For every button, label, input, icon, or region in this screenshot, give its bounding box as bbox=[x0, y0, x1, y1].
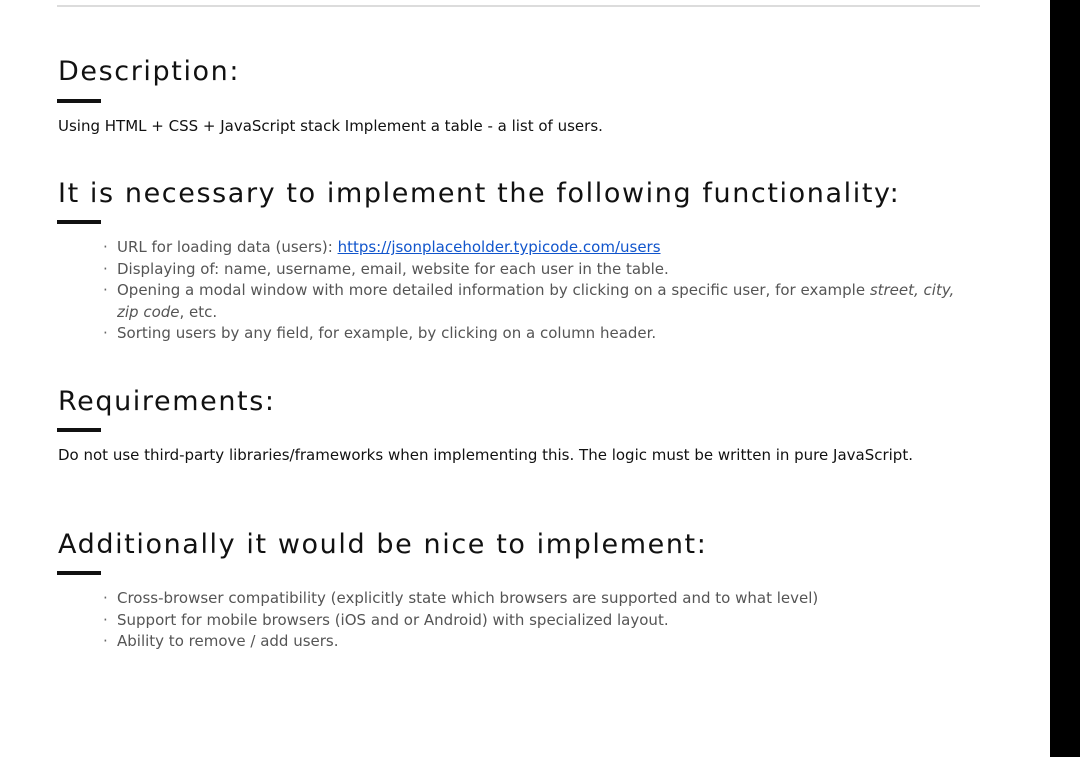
list-item bbox=[100, 588, 980, 610]
display-text: Displaying of: name, username, email, website for each user in the table. bbox=[117, 259, 669, 278]
list-item-text: Cross-browser compatibility (explicitly state which browsers are supported and to what level) bbox=[117, 589, 819, 607]
additional-heading-underline bbox=[57, 571, 101, 575]
list-item bbox=[100, 323, 980, 345]
functionality-heading: It is necessary to implement the following functionality: bbox=[58, 178, 901, 209]
description-heading: Description: bbox=[58, 56, 241, 87]
top-divider bbox=[57, 5, 980, 7]
list-item bbox=[100, 259, 980, 281]
description-text: Using HTML + CSS + JavaScript stack Implement a table - a list of users. bbox=[58, 117, 603, 135]
description-heading-underline bbox=[57, 99, 101, 103]
additional-heading: Additionally it would be nice to implement: bbox=[58, 529, 708, 560]
bullet-icon: · bbox=[103, 610, 108, 629]
list-item-text: Ability to remove / add users. bbox=[117, 632, 339, 650]
modal-text: Opening a modal window with more detailed information by clicking on a specific user, for example bbox=[117, 281, 870, 299]
bullet-icon: · bbox=[103, 259, 108, 278]
modal-italic-text: street, city, zip code bbox=[117, 281, 955, 321]
list-item bbox=[100, 237, 980, 259]
functionality-heading-underline bbox=[57, 220, 101, 224]
url-label: URL for loading data (users): bbox=[117, 238, 338, 256]
functionality-list bbox=[100, 237, 980, 345]
sorting-text: Sorting users by any field, for example, by clicking on a column header. bbox=[117, 324, 657, 342]
bullet-icon: · bbox=[103, 324, 108, 342]
modal-text-end: , etc. bbox=[179, 302, 218, 321]
bullet-icon: · bbox=[103, 281, 108, 299]
users-api-link[interactable]: https://jsonplaceholder.typicode.com/users bbox=[337, 238, 661, 256]
list-item bbox=[100, 280, 980, 323]
requirements-text: Do not use third-party libraries/frameworks when implementing this. The logic must be written in pure JavaScript. bbox=[58, 446, 913, 464]
list-item bbox=[100, 631, 980, 653]
list-item-text: Support for mobile browsers (iOS and or Android) with specialized layout. bbox=[117, 610, 669, 629]
list-item bbox=[100, 610, 980, 632]
bullet-icon: · bbox=[103, 632, 108, 650]
additional-list bbox=[100, 588, 980, 653]
requirements-heading: Requirements: bbox=[58, 386, 276, 417]
bullet-icon: · bbox=[103, 589, 108, 607]
right-edge-bar bbox=[1050, 0, 1080, 757]
requirements-heading-underline bbox=[57, 428, 101, 432]
bullet-icon: · bbox=[103, 238, 108, 256]
